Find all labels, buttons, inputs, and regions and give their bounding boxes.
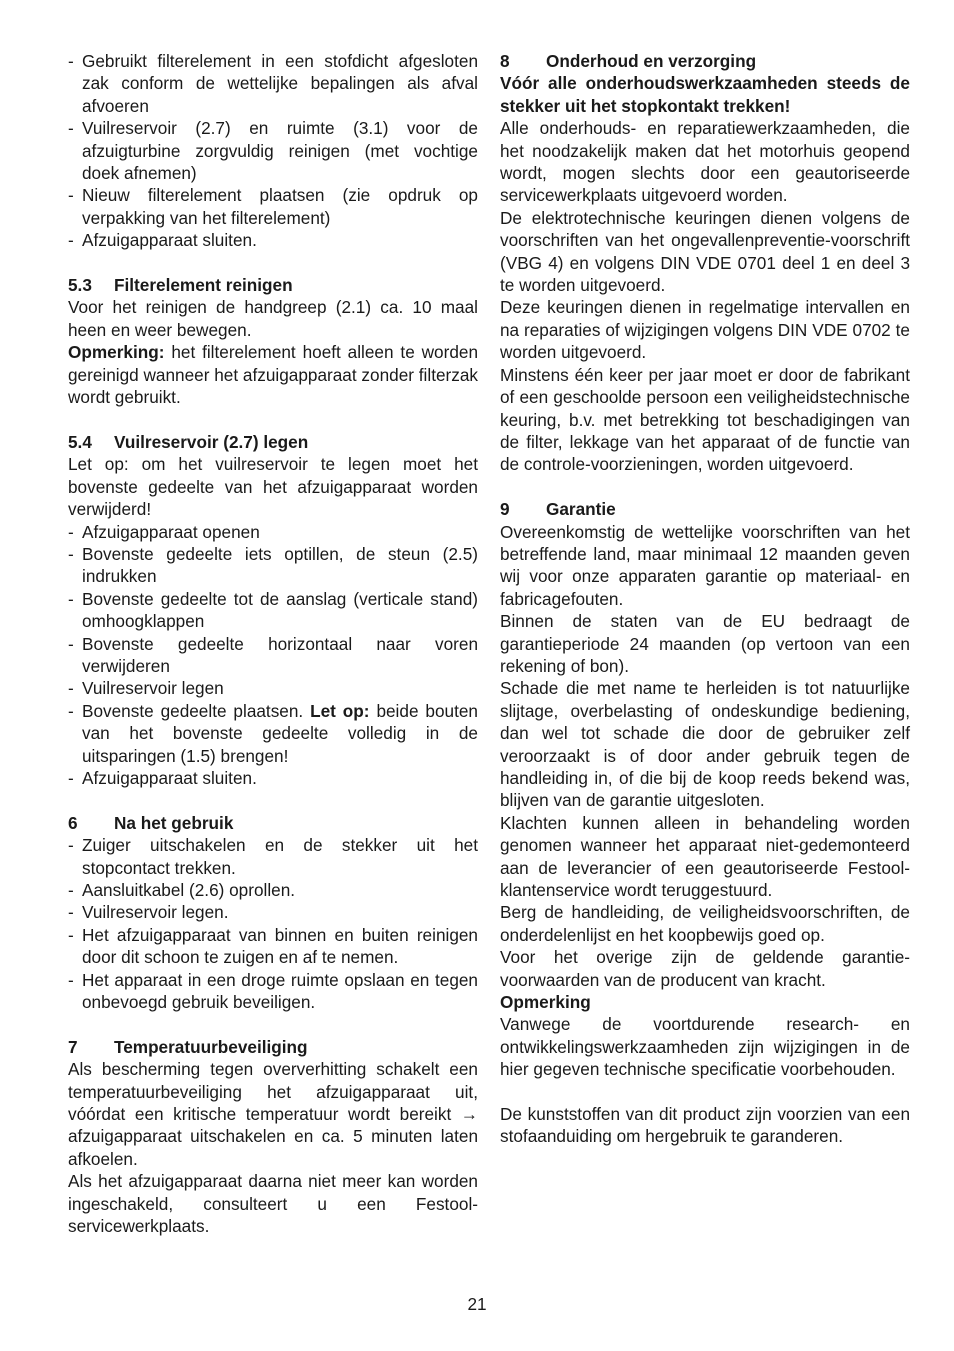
section-heading-8: 8 Onderhoud en verzorging <box>500 51 757 71</box>
section-heading-7: 7 Temperatuurbeveiliging <box>68 1036 308 1057</box>
paragraph: Klachten kunnen alleen in behandeling worden genomen wanneer het apparaat niet-gedemonteerd aan de leverancier of een geautoriseerde Festool-klantenservice wordt teruggestuurd. <box>500 812 910 901</box>
paragraph: Overeenkomstig de wettelijke voorschriften van het betreffende land, maar minimaal 12 maanden geven wij voor onze apparaten garantie op materiaal- en fabricagefouten. <box>500 521 910 609</box>
warning-paragraph: Vóór alle onderhoudswerkzaamheden steeds de stekker uit het stopkontakt trekken! <box>500 73 910 116</box>
paragraph: Minstens één keer per jaar moet er door de fabrikant of een geschoolde persoon een veiligheidstechnische keuring, b.v. met betrekking tot beschadigingen van de filter, lekkage van het apparaat of de functie van de controle-voorzieningen, worden uitgevoerd. <box>500 364 910 475</box>
paragraph: De kunststoffen van dit product zijn voorzien van een stofaanduiding om hergebruik te garanderen. <box>500 1104 910 1147</box>
paragraph: Voor het overige zijn de geldende garantie-voorwaarden van de producent van kracht. <box>500 947 910 990</box>
paragraph: Let op: om het vuilreservoir te legen moet het bovenste gedeelte van het afzuigapparaat worden verwijderd! <box>68 454 478 520</box>
paragraph: Als het afzuigapparaat daarna niet meer kan worden ingeschakeld, consulteert u een Festool-servicewerkplaats. <box>68 1171 478 1237</box>
note-label: Opmerking: <box>68 342 165 363</box>
section-heading-9: 9 Garantie <box>500 499 616 520</box>
list-item: - Aansluitkabel (2.6) oprollen. <box>68 879 296 900</box>
list-item: - Het apparaat in een droge ruimte opslaan en tegen onbevoegd gebruik beveiligen. <box>68 969 478 1013</box>
list-item: - Bovenste gedeelte iets optillen, de steun (2.5) indrukken <box>68 543 478 587</box>
section-heading-6: 6 Na het gebruik <box>68 812 234 833</box>
left-column <box>68 50 478 1237</box>
right-column <box>500 50 910 1148</box>
note-heading: Opmerking <box>500 992 591 1013</box>
list-item: - Afzuigapparaat openen <box>68 521 260 542</box>
paragraph: Als bescherming tegen oververhitting schakelt een temperatuurbeveiliging het afzuigapparaat uit, vóórdat een kritische temperatuur wordt bereikt → afzuigapparaat uitschakelen en ca. 5 minuten laten afkoelen. <box>68 1059 478 1169</box>
list-item: - Het afzuigapparaat van binnen en buiten reinigen door dit schoon te zuigen en af te nemen. <box>68 924 478 968</box>
list-item: - Gebruikt filterelement in een stofdicht afgesloten zak conform de wettelijke bepalingen als afval afvoeren <box>68 51 478 116</box>
list-item: - Bovenste gedeelte horizontaal naar voren verwijderen <box>68 633 478 676</box>
list-item: - Vuilreservoir legen. <box>68 902 229 923</box>
paragraph: De elektrotechnische keuringen dienen volgens de voorschriften van het ongevallenpreventie-voorschrift (VBG 4) en volgens DIN VDE 0701 deel 1 en deel 3 te worden uitgevoerd. <box>500 207 910 296</box>
section-heading-5-3: 5.3 Filterelement reinigen <box>68 275 293 296</box>
section-heading-5-4: 5.4 Vuilreservoir (2.7) legen <box>68 431 309 452</box>
paragraph: Vanwege de voortdurende research- en ontwikkelingswerkzaamheden zijn wijzigingen in de hier gegeven technische specificatie voorbehouden. <box>500 1014 910 1080</box>
paragraph: Binnen de staten van de EU bedraagt de garantieperiode 24 maanden (op vertoon van een rekening of bon). <box>500 611 910 676</box>
list-item: - Afzuigapparaat sluiten. <box>68 767 257 788</box>
list-item: - Vuilreservoir legen <box>68 678 224 699</box>
page-number: 21 <box>467 1294 487 1314</box>
list-item: - Vuilreservoir (2.7) en ruimte (3.1) voor de afzuigturbine zorgvuldig reinigen (met vochtige doek afnemen) <box>68 118 478 184</box>
paragraph: Schade die met name te herleiden is tot natuurlijke slijtage, overbelasting of ondeskundige bediening, dan wel tot schade die door de gebruiker zelf veroorzaakt is of door ander gebruik tegen de handleiding in, of die bij de koop reeds bekend was, blijven van de garantie uitgesloten. <box>500 678 910 811</box>
list-item: - Bovenste gedeelte tot de aanslag (verticale stand) omhoogklappen <box>68 588 478 632</box>
paragraph: Deze keuringen dienen in regelmatige intervallen en na reparaties of wijzigingen volgens DIN VDE 0702 te worden uitgevoerd. <box>500 297 910 363</box>
list-item: - Nieuw filterelement plaatsen (zie opdruk op verpakking van het filterelement) <box>68 185 478 228</box>
paragraph: Voor het reinigen de handgreep (2.1) ca. 10 maal heen en weer bewegen. <box>68 297 478 340</box>
note-paragraph: Opmerking: het filterelement hoeft alleen te worden gereinigd wanneer het afzuigapparaat zonder filterzak wordt gebruikt. <box>68 342 478 408</box>
paragraph: Alle onderhouds- en reparatiewerkzaamheden, die het noodzakelijk maken dat het motorhuis geopend wordt, mogen slechts door een geautoriseerde servicewerkplaats uitgevoerd worden. <box>500 118 910 206</box>
list-item: - Bovenste gedeelte plaatsen. Let op: beide bouten van het bovenste gedeelte volledig in de uitsparingen (1.5) brengen! <box>68 700 478 766</box>
list-item: - Zuiger uitschakelen en de stekker uit het stopcontact trekken. <box>68 835 478 878</box>
list-item: - Afzuigapparaat sluiten. <box>68 230 257 251</box>
paragraph: Berg de handleiding, de veiligheidsvoorschriften, de onderdelenlijst en het koopbewijs goed op. <box>500 902 910 945</box>
